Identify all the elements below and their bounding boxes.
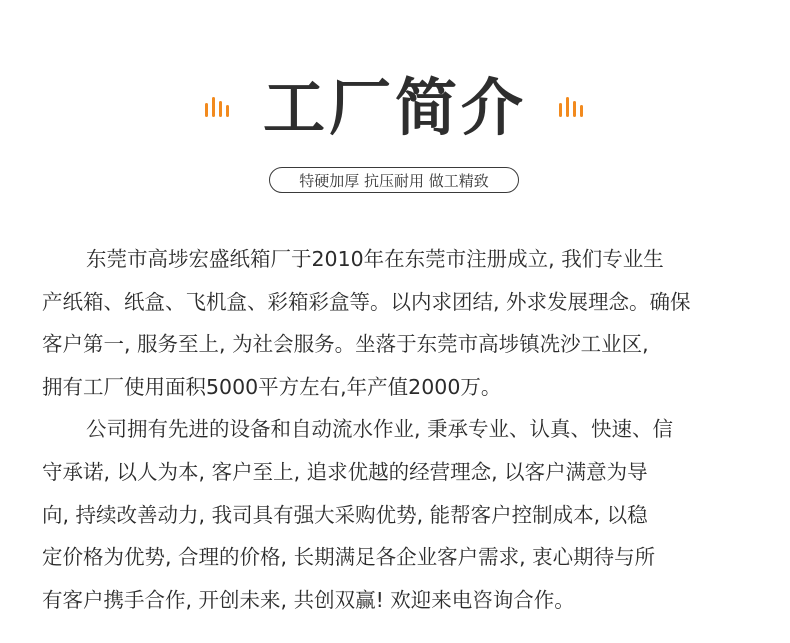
intro-text: [42, 238, 754, 621]
paragraph-2-line: 有客户携手合作, 开创未来, 共创双赢! 欢迎来电咨询合作。: [42, 587, 575, 612]
paragraph-2-line: 公司拥有先进的设备和自动流水作业, 秉承专业、认真、快速、信: [86, 417, 674, 442]
paragraph-2-line: 定价格为优势, 合理的价格, 长期满足各企业客户需求, 衷心期待与所: [42, 545, 656, 570]
bars-decoration-icon: [557, 95, 587, 121]
bars-decoration-icon: [203, 95, 233, 121]
subtitle-badge: 特硬加厚 抗压耐用 做工精致: [269, 167, 519, 193]
paragraph-2-line: 向, 持续改善动力, 我司具有强大采购优势, 能帮客户控制成本, 以稳: [42, 502, 648, 527]
paragraph-1-line: 产纸箱、纸盒、飞机盒、彩箱彩盒等。以内求团结, 外求发展理念。确保: [42, 289, 691, 314]
paragraph-2-line: 守承诺, 以人为本, 客户至上, 追求优越的经营理念, 以客户满意为导: [42, 459, 648, 484]
paragraph-1-line: 客户第一, 服务至上, 为社会服务。坐落于东莞市高埗镇冼沙工业区,: [42, 332, 649, 357]
paragraph-1-line: 拥有工厂使用面积5000平方左右,年产值2000万。: [42, 374, 502, 399]
page-title: 工厂简介: [262, 71, 527, 144]
paragraph-1-line: 东莞市高埗宏盛纸箱厂于2010年在东莞市注册成立, 我们专业生: [86, 247, 664, 271]
title-row: [0, 72, 790, 144]
